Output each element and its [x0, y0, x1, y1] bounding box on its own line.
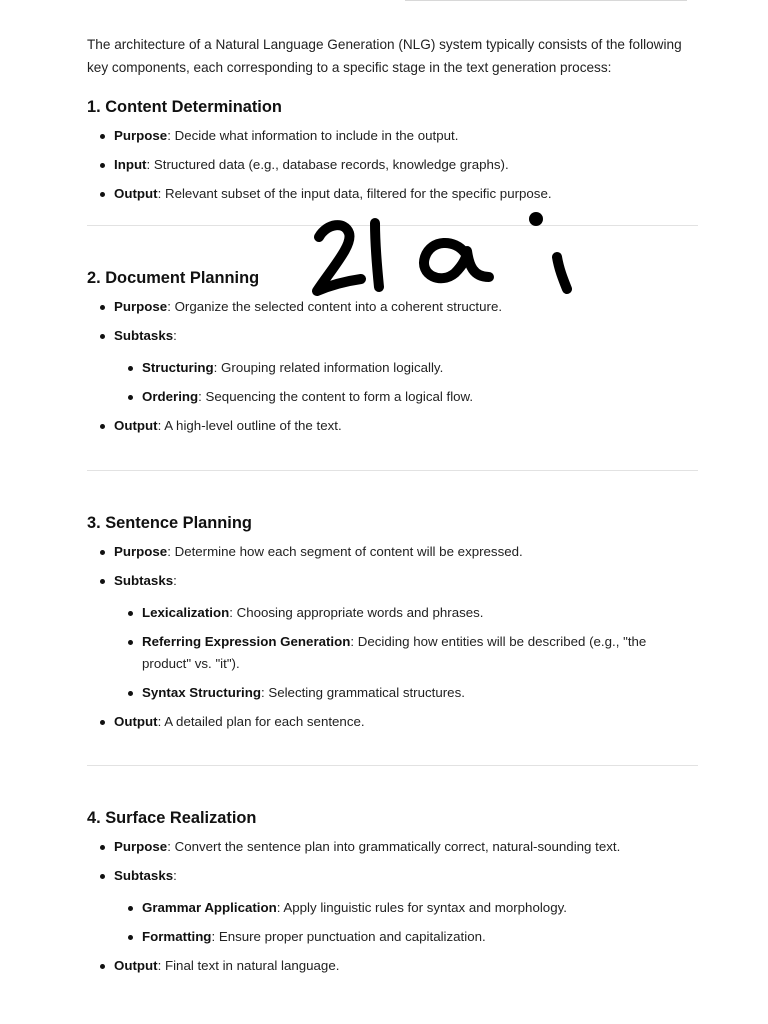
list-item: [87, 125, 699, 147]
item-label: Purpose: [114, 299, 168, 314]
item-text: : Convert the sentence plan into grammatically correct, natural-sounding text.: [167, 839, 621, 854]
sub-list-item: [114, 631, 699, 675]
item-label: Subtasks: [114, 868, 174, 883]
item-label: Input: [114, 157, 147, 172]
item-text: : Apply linguistic rules for syntax and morphology.: [276, 900, 567, 915]
sub-list-item: [114, 926, 699, 948]
item-label: Output: [114, 958, 158, 973]
article-content: [87, 33, 699, 984]
list-item: [87, 711, 699, 733]
item-label: Referring Expression Generation: [142, 634, 351, 649]
section-heading: 1. Content Determination: [87, 98, 282, 116]
bullet-list: [87, 836, 699, 977]
sub-bullet-list: [114, 357, 699, 408]
top-divider: [405, 0, 687, 1]
bullet-list: [87, 541, 699, 733]
item-label: Ordering: [142, 389, 199, 404]
item-label: Purpose: [114, 544, 168, 559]
list-item: [87, 570, 699, 704]
item-text: :: [173, 573, 177, 588]
item-text: : Deciding how entities will be described (e.g., "the product" vs. "it").: [142, 634, 647, 671]
item-label: Structuring: [142, 360, 214, 375]
item-text: : Final text in natural language.: [157, 958, 340, 973]
item-text: : Organize the selected content into a coherent structure.: [167, 299, 503, 314]
item-text: : Relevant subset of the input data, filtered for the specific purpose.: [157, 186, 552, 201]
sub-bullet-list: [114, 897, 699, 948]
sub-bullet-list: [114, 602, 699, 704]
item-label: Purpose: [114, 839, 168, 854]
item-label: Subtasks: [114, 328, 174, 343]
item-text: : Ensure proper punctuation and capitalization.: [211, 929, 486, 944]
item-text: : Grouping related information logically.: [213, 360, 444, 375]
section-heading: 2. Document Planning: [87, 269, 260, 287]
list-item: [87, 865, 699, 948]
list-item: [87, 183, 699, 205]
section-heading: 4. Surface Realization: [87, 809, 257, 827]
item-label: Output: [114, 186, 158, 201]
section-divider: [87, 470, 698, 471]
item-label: Subtasks: [114, 573, 174, 588]
list-item: [87, 836, 699, 858]
section-surface-realization: [87, 806, 699, 977]
sub-list-item: [114, 682, 699, 704]
item-label: Purpose: [114, 128, 168, 143]
item-text: : Sequencing the content to form a logical flow.: [198, 389, 474, 404]
item-label: Syntax Structuring: [142, 685, 261, 700]
section-heading: 3. Sentence Planning: [87, 514, 252, 532]
sub-list-item: [114, 357, 699, 379]
list-item: [87, 415, 699, 437]
section-content-determination: [87, 95, 699, 205]
sub-list-item: [114, 897, 699, 919]
section-divider: [87, 765, 698, 766]
item-label: Lexicalization: [142, 605, 230, 620]
item-text: :: [173, 868, 177, 883]
item-text: : Structured data (e.g., database records, knowledge graphs).: [146, 157, 509, 172]
item-text: : Selecting grammatical structures.: [260, 685, 465, 700]
item-text: :: [173, 328, 177, 343]
sub-list-item: [114, 386, 699, 408]
list-item: [87, 541, 699, 563]
handwritten-watermark: [305, 205, 595, 305]
item-label: Output: [114, 714, 158, 729]
bullet-list: [87, 296, 699, 437]
item-text: : A detailed plan for each sentence.: [157, 714, 365, 729]
bullet-list: [87, 125, 699, 205]
list-item: [87, 325, 699, 408]
item-text: : Determine how each segment of content will be expressed.: [167, 544, 523, 559]
item-label: Formatting: [142, 929, 212, 944]
item-label: Grammar Application: [142, 900, 277, 915]
list-item: [87, 955, 699, 977]
sub-list-item: [114, 602, 699, 624]
intro-paragraph: The architecture of a Natural Language Generation (NLG) system typically consists of the following key components, each corresponding to a specific stage in the text generation process:: [87, 37, 682, 75]
section-sentence-planning: [87, 511, 699, 733]
item-text: : A high-level outline of the text.: [157, 418, 342, 433]
item-text: : Choosing appropriate words and phrases.: [229, 605, 484, 620]
list-item: [87, 154, 699, 176]
item-text: : Decide what information to include in the output.: [167, 128, 459, 143]
item-label: Output: [114, 418, 158, 433]
